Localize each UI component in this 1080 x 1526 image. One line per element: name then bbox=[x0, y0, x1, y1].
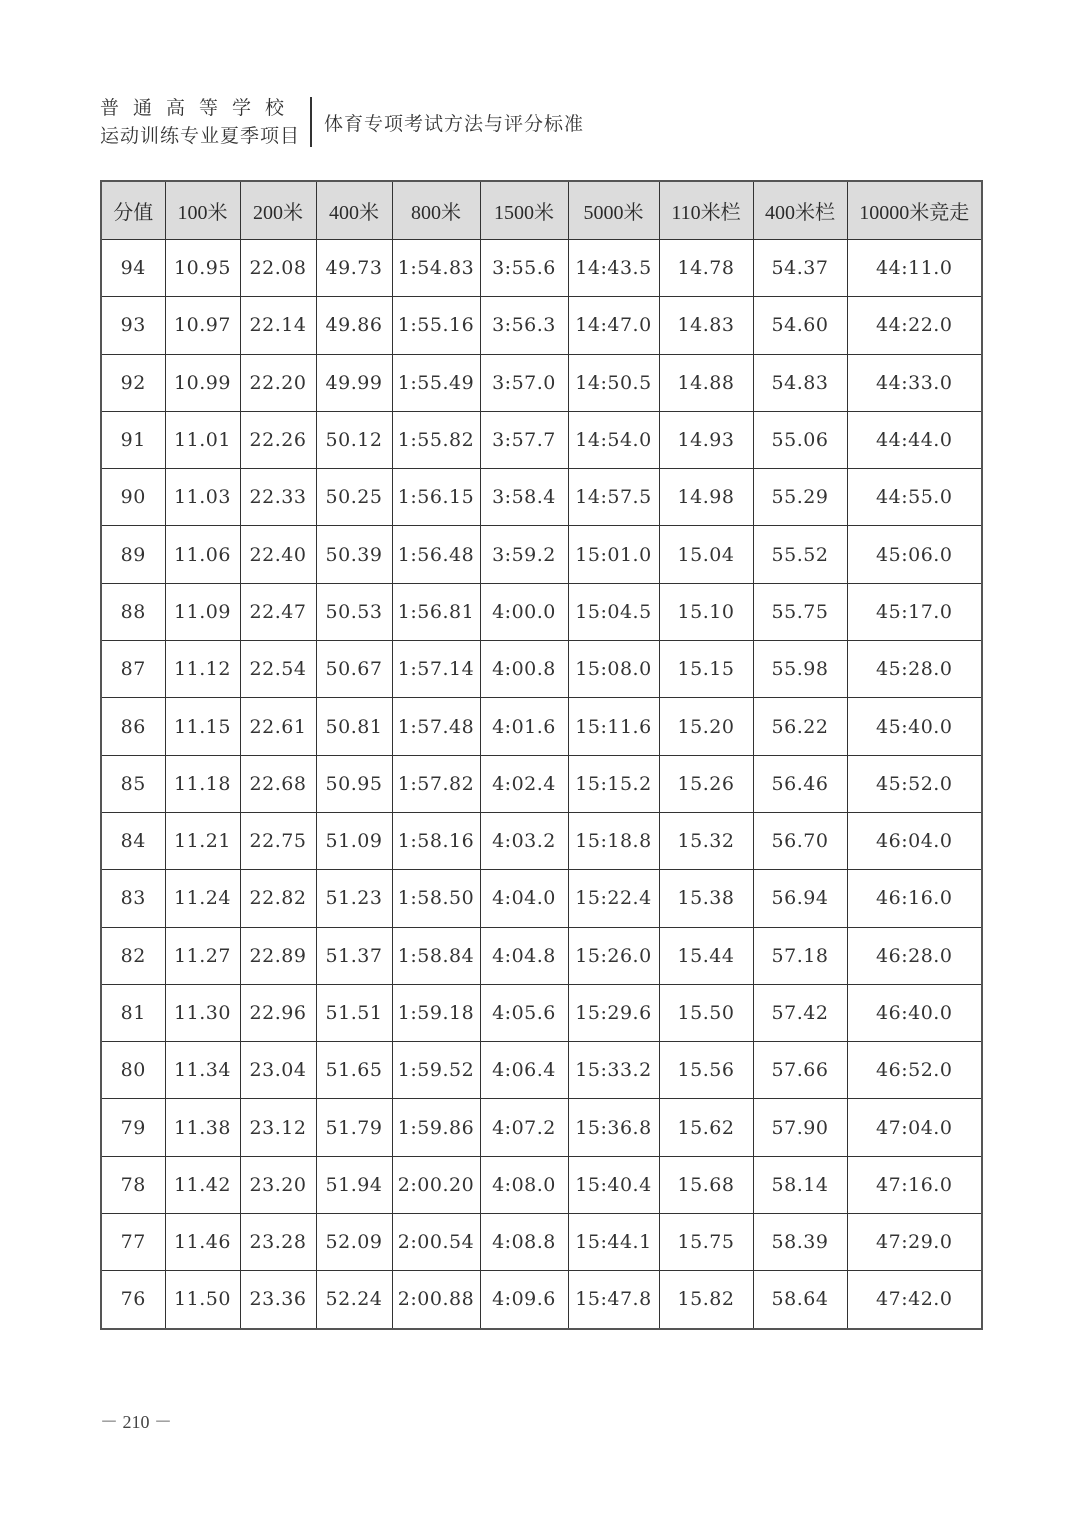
result-cell: 1:58.16 bbox=[392, 812, 480, 869]
result-cell: 52.24 bbox=[316, 1271, 392, 1329]
table-row bbox=[101, 641, 982, 698]
result-cell: 55.06 bbox=[753, 411, 847, 468]
column-header: 10000米竞走 bbox=[847, 181, 982, 240]
result-cell: 15:08.0 bbox=[568, 641, 659, 698]
result-cell: 22.96 bbox=[240, 984, 316, 1041]
result-cell: 45:28.0 bbox=[847, 641, 982, 698]
result-cell: 57.42 bbox=[753, 984, 847, 1041]
score-cell: 92 bbox=[101, 354, 165, 411]
score-cell: 85 bbox=[101, 755, 165, 812]
result-cell: 15:47.8 bbox=[568, 1271, 659, 1329]
result-cell: 54.37 bbox=[753, 240, 847, 297]
result-cell: 11.24 bbox=[165, 870, 240, 927]
result-cell: 1:59.52 bbox=[392, 1042, 480, 1099]
result-cell: 54.60 bbox=[753, 297, 847, 354]
table-row bbox=[101, 297, 982, 354]
result-cell: 14:54.0 bbox=[568, 411, 659, 468]
result-cell: 22.20 bbox=[240, 354, 316, 411]
result-cell: 15.38 bbox=[659, 870, 753, 927]
result-cell: 58.14 bbox=[753, 1156, 847, 1213]
score-cell: 76 bbox=[101, 1271, 165, 1329]
result-cell: 51.65 bbox=[316, 1042, 392, 1099]
result-cell: 1:57.48 bbox=[392, 698, 480, 755]
header-series-line1: 普通高等学校 bbox=[100, 97, 299, 119]
result-cell: 4:07.2 bbox=[480, 1099, 568, 1156]
result-cell: 23.36 bbox=[240, 1271, 316, 1329]
result-cell: 4:09.6 bbox=[480, 1271, 568, 1329]
column-header: 1500米 bbox=[480, 181, 568, 240]
result-cell: 11.42 bbox=[165, 1156, 240, 1213]
score-cell: 89 bbox=[101, 526, 165, 583]
score-cell: 80 bbox=[101, 1042, 165, 1099]
result-cell: 58.64 bbox=[753, 1271, 847, 1329]
result-cell: 22.89 bbox=[240, 927, 316, 984]
score-cell: 78 bbox=[101, 1156, 165, 1213]
result-cell: 1:57.14 bbox=[392, 641, 480, 698]
result-cell: 46:16.0 bbox=[847, 870, 982, 927]
result-cell: 1:55.49 bbox=[392, 354, 480, 411]
table-header bbox=[101, 181, 982, 240]
column-header: 100米 bbox=[165, 181, 240, 240]
result-cell: 2:00.20 bbox=[392, 1156, 480, 1213]
result-cell: 47:29.0 bbox=[847, 1214, 982, 1271]
result-cell: 11.06 bbox=[165, 526, 240, 583]
result-cell: 11.18 bbox=[165, 755, 240, 812]
column-header: 分值 bbox=[101, 181, 165, 240]
result-cell: 10.95 bbox=[165, 240, 240, 297]
result-cell: 44:11.0 bbox=[847, 240, 982, 297]
score-cell: 87 bbox=[101, 641, 165, 698]
result-cell: 47:42.0 bbox=[847, 1271, 982, 1329]
result-cell: 15.75 bbox=[659, 1214, 753, 1271]
result-cell: 56.94 bbox=[753, 870, 847, 927]
table-row bbox=[101, 240, 982, 297]
result-cell: 1:56.15 bbox=[392, 469, 480, 526]
result-cell: 4:05.6 bbox=[480, 984, 568, 1041]
result-cell: 50.53 bbox=[316, 583, 392, 640]
result-cell: 3:55.6 bbox=[480, 240, 568, 297]
result-cell: 2:00.88 bbox=[392, 1271, 480, 1329]
result-cell: 47:16.0 bbox=[847, 1156, 982, 1213]
result-cell: 10.99 bbox=[165, 354, 240, 411]
result-cell: 47:04.0 bbox=[847, 1099, 982, 1156]
result-cell: 23.28 bbox=[240, 1214, 316, 1271]
result-cell: 11.15 bbox=[165, 698, 240, 755]
score-cell: 84 bbox=[101, 812, 165, 869]
result-cell: 15.50 bbox=[659, 984, 753, 1041]
result-cell: 54.83 bbox=[753, 354, 847, 411]
result-cell: 14.98 bbox=[659, 469, 753, 526]
result-cell: 46:04.0 bbox=[847, 812, 982, 869]
result-cell: 15.15 bbox=[659, 641, 753, 698]
result-cell: 55.52 bbox=[753, 526, 847, 583]
result-cell: 56.22 bbox=[753, 698, 847, 755]
result-cell: 15:40.4 bbox=[568, 1156, 659, 1213]
result-cell: 4:00.0 bbox=[480, 583, 568, 640]
result-cell: 11.50 bbox=[165, 1271, 240, 1329]
result-cell: 15.04 bbox=[659, 526, 753, 583]
table-row bbox=[101, 870, 982, 927]
result-cell: 15.56 bbox=[659, 1042, 753, 1099]
result-cell: 14.78 bbox=[659, 240, 753, 297]
result-cell: 56.70 bbox=[753, 812, 847, 869]
table-row bbox=[101, 526, 982, 583]
result-cell: 22.75 bbox=[240, 812, 316, 869]
result-cell: 1:55.82 bbox=[392, 411, 480, 468]
result-cell: 15:15.2 bbox=[568, 755, 659, 812]
result-cell: 11.46 bbox=[165, 1214, 240, 1271]
score-cell: 88 bbox=[101, 583, 165, 640]
score-cell: 93 bbox=[101, 297, 165, 354]
result-cell: 2:00.54 bbox=[392, 1214, 480, 1271]
table-row bbox=[101, 698, 982, 755]
result-cell: 11.34 bbox=[165, 1042, 240, 1099]
result-cell: 44:44.0 bbox=[847, 411, 982, 468]
page-number: － 210 － bbox=[100, 1412, 172, 1432]
result-cell: 15:26.0 bbox=[568, 927, 659, 984]
result-cell: 23.12 bbox=[240, 1099, 316, 1156]
result-cell: 57.66 bbox=[753, 1042, 847, 1099]
result-cell: 22.82 bbox=[240, 870, 316, 927]
result-cell: 14.83 bbox=[659, 297, 753, 354]
result-cell: 15:33.2 bbox=[568, 1042, 659, 1099]
score-cell: 91 bbox=[101, 411, 165, 468]
result-cell: 56.46 bbox=[753, 755, 847, 812]
result-cell: 11.30 bbox=[165, 984, 240, 1041]
result-cell: 14:57.5 bbox=[568, 469, 659, 526]
table-body bbox=[101, 240, 982, 1329]
column-header: 5000米 bbox=[568, 181, 659, 240]
table-row bbox=[101, 1214, 982, 1271]
result-cell: 50.25 bbox=[316, 469, 392, 526]
result-cell: 4:03.2 bbox=[480, 812, 568, 869]
result-cell: 15:44.1 bbox=[568, 1214, 659, 1271]
table-row bbox=[101, 354, 982, 411]
result-cell: 50.39 bbox=[316, 526, 392, 583]
result-cell: 11.38 bbox=[165, 1099, 240, 1156]
result-cell: 4:02.4 bbox=[480, 755, 568, 812]
result-cell: 51.09 bbox=[316, 812, 392, 869]
result-cell: 14:50.5 bbox=[568, 354, 659, 411]
result-cell: 51.51 bbox=[316, 984, 392, 1041]
page-header bbox=[100, 94, 584, 150]
result-cell: 51.79 bbox=[316, 1099, 392, 1156]
result-cell: 1:55.16 bbox=[392, 297, 480, 354]
score-cell: 79 bbox=[101, 1099, 165, 1156]
column-header: 110米栏 bbox=[659, 181, 753, 240]
result-cell: 55.29 bbox=[753, 469, 847, 526]
result-cell: 4:04.8 bbox=[480, 927, 568, 984]
result-cell: 4:08.8 bbox=[480, 1214, 568, 1271]
table-row bbox=[101, 927, 982, 984]
result-cell: 4:06.4 bbox=[480, 1042, 568, 1099]
result-cell: 55.75 bbox=[753, 583, 847, 640]
result-cell: 15.26 bbox=[659, 755, 753, 812]
result-cell: 15:04.5 bbox=[568, 583, 659, 640]
result-cell: 10.97 bbox=[165, 297, 240, 354]
result-cell: 11.21 bbox=[165, 812, 240, 869]
result-cell: 45:17.0 bbox=[847, 583, 982, 640]
result-cell: 49.99 bbox=[316, 354, 392, 411]
header-series-title bbox=[100, 94, 300, 150]
result-cell: 11.09 bbox=[165, 583, 240, 640]
result-cell: 22.40 bbox=[240, 526, 316, 583]
result-cell: 50.67 bbox=[316, 641, 392, 698]
result-cell: 22.26 bbox=[240, 411, 316, 468]
result-cell: 1:59.86 bbox=[392, 1099, 480, 1156]
result-cell: 1:56.48 bbox=[392, 526, 480, 583]
result-cell: 46:52.0 bbox=[847, 1042, 982, 1099]
score-cell: 82 bbox=[101, 927, 165, 984]
score-cell: 81 bbox=[101, 984, 165, 1041]
table-row bbox=[101, 583, 982, 640]
result-cell: 3:57.0 bbox=[480, 354, 568, 411]
result-cell: 15:18.8 bbox=[568, 812, 659, 869]
result-cell: 15:36.8 bbox=[568, 1099, 659, 1156]
result-cell: 50.81 bbox=[316, 698, 392, 755]
result-cell: 11.27 bbox=[165, 927, 240, 984]
result-cell: 11.01 bbox=[165, 411, 240, 468]
result-cell: 15.20 bbox=[659, 698, 753, 755]
header-divider bbox=[310, 97, 312, 147]
table-row bbox=[101, 411, 982, 468]
score-cell: 77 bbox=[101, 1214, 165, 1271]
result-cell: 50.95 bbox=[316, 755, 392, 812]
result-cell: 51.23 bbox=[316, 870, 392, 927]
result-cell: 1:59.18 bbox=[392, 984, 480, 1041]
result-cell: 49.86 bbox=[316, 297, 392, 354]
result-cell: 57.18 bbox=[753, 927, 847, 984]
result-cell: 52.09 bbox=[316, 1214, 392, 1271]
result-cell: 22.68 bbox=[240, 755, 316, 812]
result-cell: 55.98 bbox=[753, 641, 847, 698]
table-row bbox=[101, 984, 982, 1041]
result-cell: 51.37 bbox=[316, 927, 392, 984]
score-table bbox=[100, 180, 983, 1330]
result-cell: 11.12 bbox=[165, 641, 240, 698]
result-cell: 15:01.0 bbox=[568, 526, 659, 583]
column-header: 400米 bbox=[316, 181, 392, 240]
result-cell: 44:33.0 bbox=[847, 354, 982, 411]
column-header: 400米栏 bbox=[753, 181, 847, 240]
result-cell: 4:00.8 bbox=[480, 641, 568, 698]
result-cell: 44:55.0 bbox=[847, 469, 982, 526]
score-cell: 90 bbox=[101, 469, 165, 526]
score-cell: 86 bbox=[101, 698, 165, 755]
result-cell: 23.04 bbox=[240, 1042, 316, 1099]
result-cell: 4:08.0 bbox=[480, 1156, 568, 1213]
table-row bbox=[101, 469, 982, 526]
result-cell: 1:58.84 bbox=[392, 927, 480, 984]
result-cell: 50.12 bbox=[316, 411, 392, 468]
result-cell: 14:47.0 bbox=[568, 297, 659, 354]
result-cell: 23.20 bbox=[240, 1156, 316, 1213]
result-cell: 57.90 bbox=[753, 1099, 847, 1156]
result-cell: 3:57.7 bbox=[480, 411, 568, 468]
table-row bbox=[101, 812, 982, 869]
result-cell: 15:22.4 bbox=[568, 870, 659, 927]
header-chapter-title: 体育专项考试方法与评分标准 bbox=[324, 112, 585, 135]
result-cell: 49.73 bbox=[316, 240, 392, 297]
result-cell: 3:58.4 bbox=[480, 469, 568, 526]
result-cell: 15:29.6 bbox=[568, 984, 659, 1041]
result-cell: 11.03 bbox=[165, 469, 240, 526]
result-cell: 1:57.82 bbox=[392, 755, 480, 812]
score-cell: 83 bbox=[101, 870, 165, 927]
result-cell: 1:58.50 bbox=[392, 870, 480, 927]
result-cell: 22.47 bbox=[240, 583, 316, 640]
result-cell: 1:54.83 bbox=[392, 240, 480, 297]
result-cell: 15.32 bbox=[659, 812, 753, 869]
header-series-line2: 运动训练专业夏季项目 bbox=[100, 125, 301, 147]
result-cell: 44:22.0 bbox=[847, 297, 982, 354]
result-cell: 14.88 bbox=[659, 354, 753, 411]
result-cell: 22.08 bbox=[240, 240, 316, 297]
result-cell: 15.62 bbox=[659, 1099, 753, 1156]
result-cell: 15.44 bbox=[659, 927, 753, 984]
result-cell: 3:59.2 bbox=[480, 526, 568, 583]
result-cell: 1:56.81 bbox=[392, 583, 480, 640]
result-cell: 46:28.0 bbox=[847, 927, 982, 984]
result-cell: 45:06.0 bbox=[847, 526, 982, 583]
result-cell: 15:11.6 bbox=[568, 698, 659, 755]
table-row bbox=[101, 755, 982, 812]
column-header: 200米 bbox=[240, 181, 316, 240]
result-cell: 4:04.0 bbox=[480, 870, 568, 927]
result-cell: 46:40.0 bbox=[847, 984, 982, 1041]
result-cell: 3:56.3 bbox=[480, 297, 568, 354]
table-row bbox=[101, 1156, 982, 1213]
result-cell: 15.82 bbox=[659, 1271, 753, 1329]
result-cell: 51.94 bbox=[316, 1156, 392, 1213]
column-header: 800米 bbox=[392, 181, 480, 240]
table-row bbox=[101, 1271, 982, 1329]
header-row bbox=[101, 181, 982, 240]
result-cell: 45:52.0 bbox=[847, 755, 982, 812]
result-cell: 22.33 bbox=[240, 469, 316, 526]
result-cell: 14.93 bbox=[659, 411, 753, 468]
table-row bbox=[101, 1099, 982, 1156]
result-cell: 14:43.5 bbox=[568, 240, 659, 297]
result-cell: 22.54 bbox=[240, 641, 316, 698]
result-cell: 22.14 bbox=[240, 297, 316, 354]
result-cell: 58.39 bbox=[753, 1214, 847, 1271]
result-cell: 22.61 bbox=[240, 698, 316, 755]
table-row bbox=[101, 1042, 982, 1099]
score-cell: 94 bbox=[101, 240, 165, 297]
result-cell: 15.68 bbox=[659, 1156, 753, 1213]
result-cell: 15.10 bbox=[659, 583, 753, 640]
result-cell: 45:40.0 bbox=[847, 698, 982, 755]
result-cell: 4:01.6 bbox=[480, 698, 568, 755]
